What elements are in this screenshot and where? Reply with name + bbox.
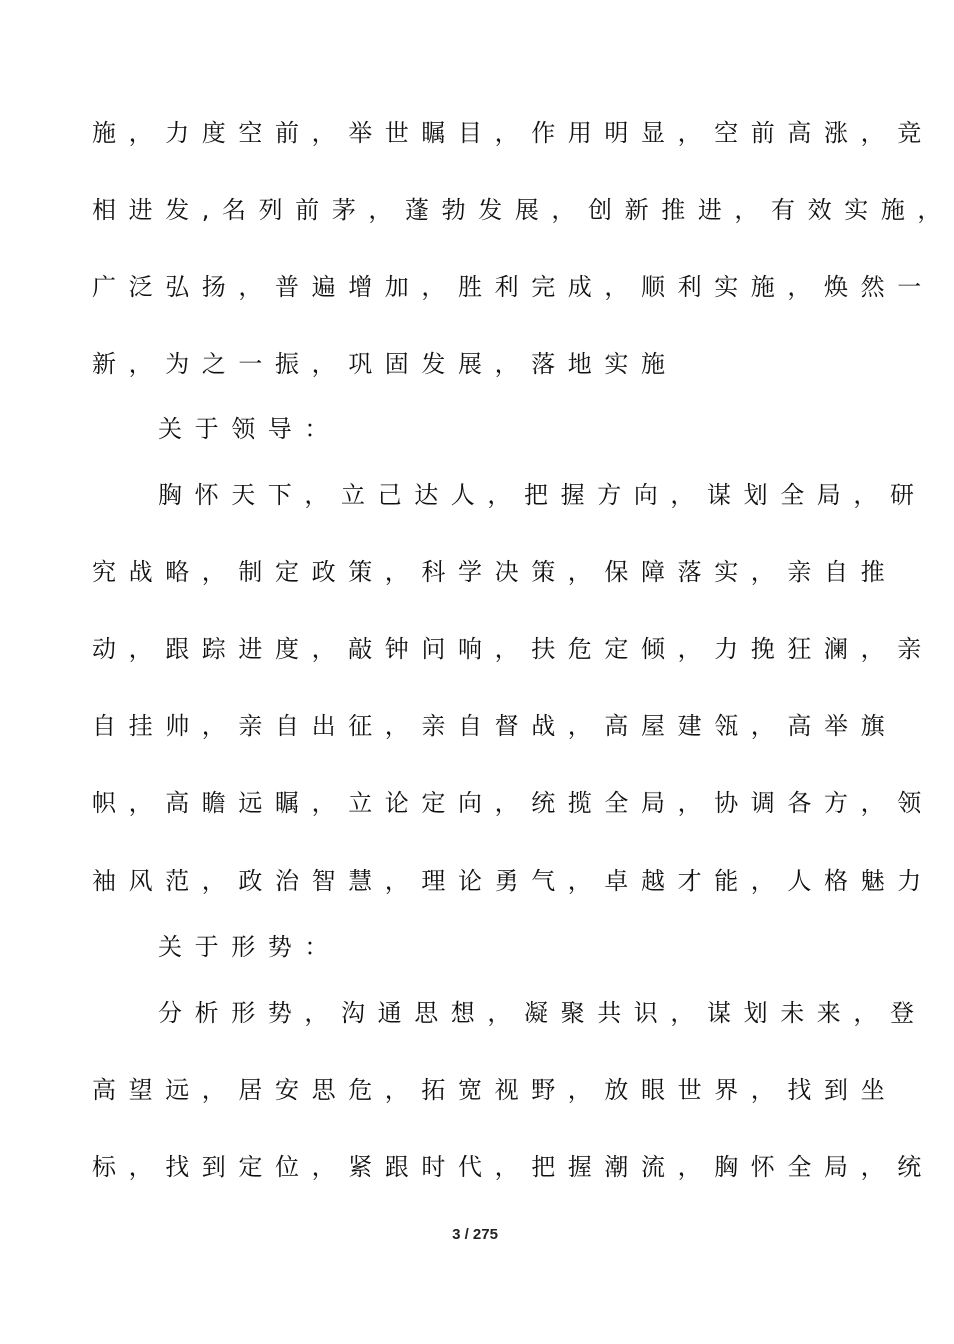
text-line: 广泛弘扬，普遍增加，胜利完成，顺利实施，焕然一 xyxy=(92,273,934,301)
text-line: 动，跟踪进度，敲钟问响，扶危定倾，力挽狂澜，亲 xyxy=(92,635,934,663)
text-line: 胸怀天下，立己达人，把握方向，谋划全局，研 xyxy=(158,481,927,509)
text-line: 分析形势，沟通思想，凝聚共识，谋划未来，登 xyxy=(158,999,927,1027)
section-heading-leadership: 关于领导： xyxy=(158,415,341,443)
section-heading-situation: 关于形势： xyxy=(158,933,341,961)
text-line: 新，为之一振，巩固发展，落地实施 xyxy=(92,350,678,378)
text-line: 袖风范，政治智慧，理论勇气，卓越才能，人格魅力 xyxy=(92,867,934,895)
text-line: 究战略，制定政策，科学决策，保障落实，亲自推 xyxy=(92,558,898,586)
text-line: 帜，高瞻远瞩，立论定向，统揽全局，协调各方，领 xyxy=(92,789,934,817)
text-line: 施，力度空前，举世瞩目，作用明显，空前高涨，竞 xyxy=(92,119,934,147)
text-line: 自挂帅，亲自出征，亲自督战，高屋建瓴，高举旗 xyxy=(92,712,898,740)
text-line: 标，找到定位，紧跟时代，把握潮流，胸怀全局，统 xyxy=(92,1153,934,1181)
page-number: 3 / 275 xyxy=(452,1226,498,1243)
text-line: 高望远，居安思危，拓宽视野，放眼世界，找到坐 xyxy=(92,1076,898,1104)
text-line: 相进发,名列前茅，蓬勃发展，创新推进，有效实施， xyxy=(92,196,954,224)
